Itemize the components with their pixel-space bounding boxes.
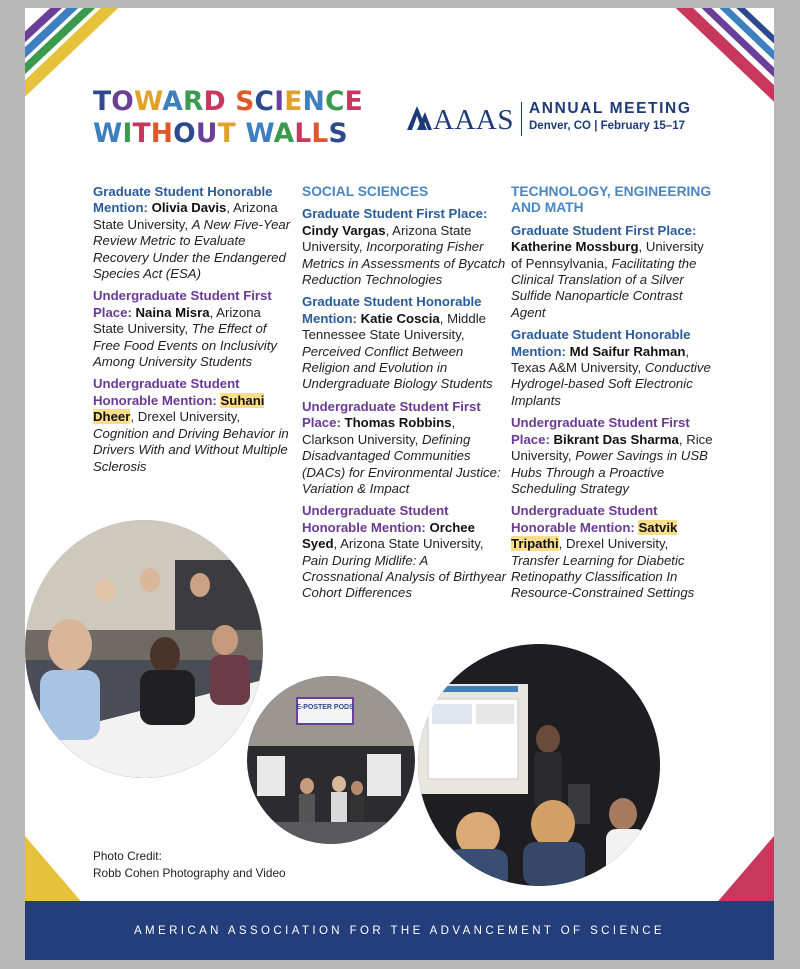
- photo-judges-table-image: [25, 520, 263, 778]
- title-letter: I: [122, 118, 133, 149]
- title-letter: W: [134, 86, 163, 117]
- title-letter: [226, 86, 235, 117]
- research-title: Cognition and Driving Behavior in Drivers With and Without Multiple Sclerosis: [93, 425, 289, 474]
- annual-meeting-label: ANNUAL MEETING: [529, 100, 692, 117]
- photo-presentation: [418, 644, 660, 886]
- title-letter: T: [217, 118, 236, 149]
- footer-text: AMERICAN ASSOCIATION FOR THE ADVANCEMENT OF SCIENCE: [133, 924, 666, 937]
- title-letter: O: [173, 118, 196, 149]
- meeting-location: Denver, CO: [529, 120, 591, 132]
- award-entry: [93, 184, 293, 282]
- title-letter: T: [93, 86, 112, 117]
- aaas-wordmark: AAAS: [433, 104, 514, 136]
- award-label: Graduate Student First Place:: [302, 206, 488, 222]
- awardee-school: , Drexel University,: [558, 536, 669, 552]
- awardee-name: Cindy Vargas: [302, 222, 386, 238]
- column-social-sciences: [302, 184, 507, 608]
- awardee-name: Thomas Robbins: [344, 415, 452, 431]
- title-letter: S: [235, 86, 255, 117]
- award-entry: [93, 376, 293, 474]
- awardee-name: Naina Misra: [135, 304, 210, 320]
- award-entry: [93, 288, 293, 370]
- award-entry: [302, 206, 507, 288]
- award-label: Graduate Student Honorable Mention:: [511, 327, 691, 359]
- page-title: [93, 86, 363, 150]
- award-label: Graduate Student Honorable Mention:: [302, 294, 482, 326]
- title-letter: C: [324, 86, 345, 117]
- title-letter: L: [294, 118, 312, 149]
- footer-banner: [25, 901, 774, 960]
- title-letter: S: [328, 118, 348, 149]
- research-title: The Effect of Free Food Events on Inclusivity Among University Students: [93, 321, 277, 370]
- photo-presentation-image: [418, 644, 660, 886]
- awardee-school: , Rice University,: [511, 431, 713, 464]
- corner-stripes-bottom-left: [25, 836, 95, 906]
- award-label: Undergraduate Student Honorable Mention:: [511, 503, 658, 535]
- awardee-school: , Clarkson University,: [302, 415, 456, 447]
- title-letter: I: [274, 86, 285, 117]
- meeting-location-dates: Denver, CO | February 15–17: [529, 120, 685, 132]
- column-general: [93, 184, 293, 481]
- photo-poster-hall: [247, 676, 415, 844]
- section-heading: SOCIAL SCIENCES: [302, 184, 429, 199]
- title-letter: N: [302, 86, 325, 117]
- award-label: Undergraduate Student Honorable Mention:: [93, 376, 240, 408]
- research-title: A New Five-Year Review Metric to Evaluate Recovery Under the Endangered Species Act (ESA): [93, 216, 291, 282]
- award-label: Graduate Student Honorable Mention:: [93, 184, 273, 216]
- awardee-school: , Drexel University,: [130, 409, 241, 425]
- award-entry: [511, 223, 716, 321]
- awardee-name: Katie Coscia: [360, 310, 440, 326]
- title-letter: O: [111, 86, 135, 117]
- meeting-dates: February 15–17: [600, 120, 685, 132]
- award-entry: [511, 415, 716, 497]
- research-title: Perceived Conflict Between Religion and Evolution in Undergraduate Biology Students: [302, 343, 493, 392]
- title-letter: A: [273, 118, 295, 149]
- title-line-1: [93, 86, 363, 118]
- title-letter: T: [132, 118, 151, 149]
- logo-divider: [521, 102, 522, 136]
- research-title: Transfer Learning for Diabetic Retinopathy Classification In Resource-Constrained Settings: [511, 552, 695, 601]
- corner-stripes-bottom-right: [704, 836, 774, 906]
- awardee-name: Orchee Syed: [302, 519, 475, 552]
- title-letter: R: [182, 86, 204, 117]
- award-label: Undergraduate Student Honorable Mention:: [302, 503, 449, 535]
- awardee-school: , Arizona State University,: [302, 222, 472, 255]
- page: [25, 8, 774, 960]
- title-letter: [236, 118, 245, 149]
- title-letter: U: [195, 118, 218, 149]
- awardee-school: , Arizona State University,: [93, 200, 278, 232]
- title-letter: E: [284, 86, 303, 117]
- title-letter: A: [162, 86, 183, 117]
- award-entry: [302, 294, 507, 392]
- awardee-school: , Arizona State University,: [333, 536, 484, 552]
- awardee-school: , University of Pennsylvania,: [511, 239, 704, 271]
- title-letter: W: [245, 118, 274, 149]
- aaas-logo: [405, 102, 705, 142]
- photo-credit: [93, 848, 286, 882]
- photo-poster-hall-image: [247, 676, 415, 844]
- title-line-2: [93, 118, 363, 150]
- photo-credit-label: Photo Credit:: [93, 849, 162, 863]
- awardee-name: Katherine Mossburg: [511, 239, 639, 255]
- research-title: Pain During Midlife: A Crossnational Analysis of Birthyear Cohort Differences: [302, 552, 507, 601]
- title-letter: L: [311, 118, 329, 149]
- award-label: Undergraduate Student First Place:: [93, 288, 272, 320]
- column-technology-engineering-math: [511, 184, 716, 608]
- research-title: Incorporating Fisher Metrics in Assessments of Bycatch Reduction Technologies: [302, 239, 506, 288]
- awardee-name: Olivia Davis: [151, 200, 227, 216]
- awardee-school: , Arizona State University,: [93, 304, 261, 337]
- award-label: Graduate Student First Place:: [511, 222, 697, 238]
- award-label: Undergraduate Student First Place:: [302, 398, 481, 431]
- award-entry: [511, 327, 716, 409]
- research-title: Defining Disadvantaged Communities (DACs) for Environmental Justice: Variation & Impact: [302, 431, 501, 496]
- awardee-school: , Middle Tennessee State University,: [302, 310, 486, 343]
- eposter-sign-text: E-POSTER PODS: [296, 704, 354, 711]
- photo-judges-table: [25, 520, 263, 778]
- research-title: Conductive Hydrogel-based Soft Electronic Implants: [511, 360, 711, 408]
- title-letter: H: [150, 118, 174, 149]
- awardee-name: Suhani Dheer: [93, 392, 265, 425]
- research-title: Power Savings in USB Hubs Through a Proactive Scheduling Strategy: [511, 448, 708, 496]
- title-letter: C: [254, 86, 275, 117]
- photo-credit-name: Robb Cohen Photography and Video: [93, 866, 286, 880]
- awardee-name: Bikrant Das Sharma: [553, 431, 679, 447]
- award-entry: [302, 399, 507, 497]
- award-entry: [511, 503, 716, 601]
- awardee-school: , Texas A&M University,: [511, 343, 690, 376]
- corner-stripes-top-right: [634, 8, 774, 108]
- title-letter: E: [344, 86, 363, 117]
- title-letter: W: [93, 118, 123, 149]
- award-label: Undergraduate Student First Place:: [511, 415, 690, 447]
- awardee-name: Satvik Tripathi: [511, 519, 678, 552]
- title-letter: D: [203, 86, 226, 117]
- awardee-name: Md Saifur Rahman: [569, 343, 686, 359]
- research-title: Facilitating the Clinical Translation of a Silver Sulfide Nanoparticle Contrast Agent: [511, 255, 697, 320]
- award-entry: [302, 503, 507, 601]
- section-heading: TECHNOLOGY, ENGINEERING AND MATH: [511, 184, 712, 216]
- aaas-mark-icon: [405, 104, 433, 132]
